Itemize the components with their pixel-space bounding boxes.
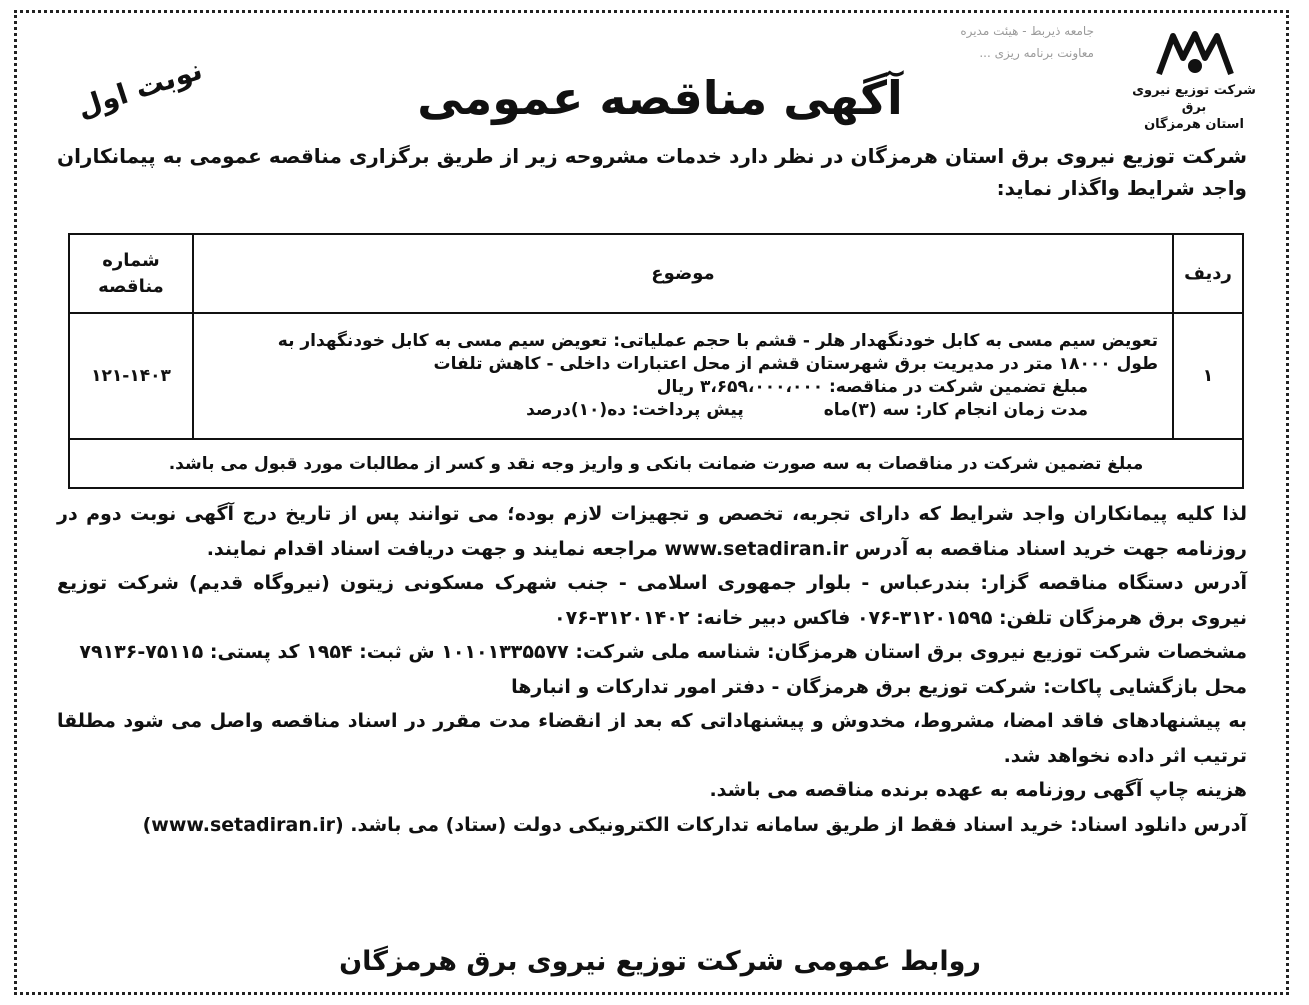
subject-line-1: تعویض سیم مسی به کابل خودنگهدار هلر - قشم با حجم عملیاتی: تعویض سیم مسی به کابل خودنگهدار به — [277, 331, 1158, 351]
setadiran-download-link[interactable]: (www.setadiran.ir) — [142, 813, 344, 836]
header-number-line1: شماره — [102, 249, 160, 271]
intro-paragraph: شرکت توزیع نیروی برق استان هرمزگان در نظر دارد خدمات مشروحه زیر از طریق برگزاری مناقصه عمومی به پیمانکاران واجد شرایط واگذار نماید: — [57, 144, 1247, 200]
power-logo-icon — [1139, 28, 1249, 80]
logo-line-2: استان هرمزگان — [1144, 117, 1244, 132]
footer-signature: روابط عمومی شرکت توزیع نیروی برق هرمزگان — [339, 946, 981, 977]
header-row-number: ردیف — [1173, 234, 1243, 313]
prepayment-text: پیش پرداخت: ده(۱۰)درصد — [526, 400, 744, 420]
logo-line-1: شرکت توزیع نیروی برق — [1132, 83, 1256, 115]
company-logo — [1119, 28, 1269, 133]
setadiran-link[interactable]: www.setadiran.ir — [664, 537, 849, 560]
table-row — [69, 313, 1243, 439]
paragraph-print-cost: هزینه چاپ آگهی روزنامه به عهده برنده مناقصه می باشد. — [709, 779, 1247, 801]
faint-line-2: معاونت برنامه ریزی ... — [979, 46, 1094, 60]
paragraph-rejection-terms: به پیشنهادهای فاقد امضا، مشروط، مخدوش و پیشنهاداتی که بعد از انقضاء مدت مقرر در اسناد مناقصه واصل می شود مطلقا ترتیب اثر داده نخواهد شد. — [57, 710, 1247, 767]
subject-duration-line — [208, 399, 1158, 422]
header-subject: موضوع — [193, 234, 1173, 313]
notice-body — [57, 497, 1247, 842]
paragraph-company-details: مشخصات شرکت توزیع نیروی برق استان هرمزگان: شناسه ملی شرکت: ۱۰۱۰۱۳۳۵۵۷۷ ش ثبت: ۱۹۵۴ کد پستی: ۷۵۱۱۵-۷۹۱۳۶ — [79, 641, 1247, 663]
paragraph-eligibility: لذا کلیه پیمانکاران واجد شرایط که دارای تجربه، تخصص و تجهیزات لازم بوده؛ می توانند پس از تاریخ درج آگهی نوبت دوم در روزنامه جهت خرید اسناد مناقصه به آدرس www.setadiran.ir مراجعه نمایند و جهت دریافت اسناد اقدام نمایند. — [57, 503, 1247, 560]
subject-guarantee-amount: مبلغ تضمین شرکت در مناقصه: ۳،۶۵۹،۰۰۰،۰۰۰ ریال — [656, 377, 1088, 397]
table-header-row — [69, 234, 1243, 313]
page-title: آگهی مناقصه عمومی — [417, 71, 903, 125]
paragraph-opening-location: محل بازگشایی پاکات: شرکت توزیع برق هرمزگان - دفتر امور تدارکات و انبارها — [511, 675, 1247, 698]
tender-table — [68, 233, 1244, 489]
subject-line-2: طول ۱۸۰۰۰ متر در مدیریت برق شهرستان قشم از محل اعتبارات داخلی - کاهش تلفات — [433, 354, 1158, 374]
cell-row-number: ۱ — [1173, 313, 1243, 439]
header-number-line2: مناقصه — [98, 275, 164, 297]
duration-text: مدت زمان انجام کار: سه (۳)ماه — [823, 400, 1088, 420]
cell-tender-number: ۱۲۱-۱۴۰۳ — [69, 313, 193, 439]
faint-top-text — [774, 20, 1094, 64]
header-tender-number — [69, 234, 193, 313]
publication-round: نوبت اول — [73, 52, 207, 125]
guarantee-note: مبلغ تضمین شرکت در مناقصات به سه صورت ضمانت بانکی و واریز وجه نقد و کسر از مطالبات مورد قبول می باشد. — [69, 439, 1243, 488]
paragraph-download: آدرس دانلود اسناد: خرید اسناد فقط از طریق سامانه تدارکات الکترونیکی دولت (ستاد) می باشد. (www.setadiran.ir) — [142, 813, 1247, 836]
guarantee-note-row — [69, 439, 1243, 488]
paragraph-address: آدرس دستگاه مناقصه گزار: بندرعباس - بلوار جمهوری اسلامی - جنب شهرک مسکونی زیتون (نیروگاه قدیم) شرکت توزیع نیروی برق هرمزگان تلفن: ۳۱۲۰۱۵۹۵-۰۷۶ فاکس دبیر خانه: ۳۱۲۰۱۴۰۲-۰۷۶ — [57, 572, 1247, 629]
faint-line-1: جامعه ذیربط - هیئت مدیره — [960, 24, 1094, 38]
cell-subject — [193, 313, 1173, 439]
